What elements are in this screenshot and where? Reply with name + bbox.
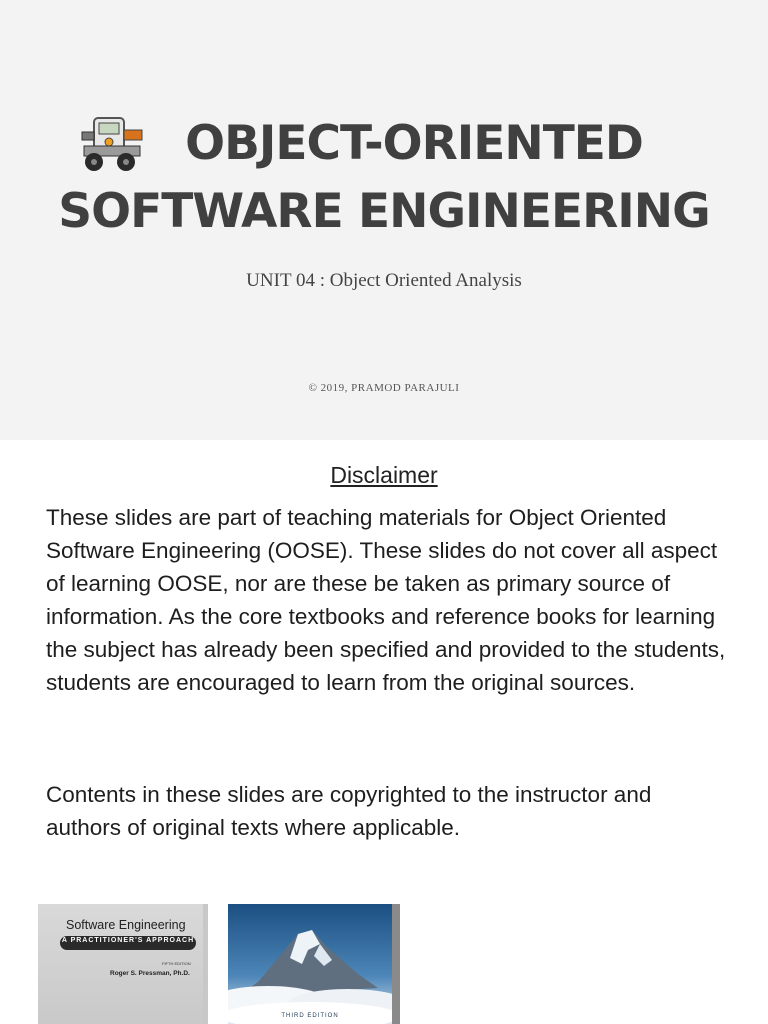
book-edition: FIFTH EDITION	[162, 961, 191, 966]
book-title: Software Engineering	[66, 918, 186, 932]
book-cover-pressman	[38, 904, 208, 1024]
book-subtitle: A PRACTITIONER'S APPROACH	[61, 937, 195, 944]
disclaimer-heading: Disclaimer	[330, 462, 438, 488]
book-cover-mountain	[228, 904, 400, 1024]
copyright-notice: © 2019, PRAMOD PARAJULI	[308, 382, 460, 394]
slide-title	[0, 110, 768, 246]
title-line-1: OBJECT-ORIENTED	[185, 116, 643, 171]
book-edition: THIRD EDITION	[281, 1013, 339, 1019]
disclaimer-paragraph-1: These slides are part of teaching materials for Object Oriented Software Engineering (OOSE). These slides do not cover all aspect of learning OOSE, nor are these be taken as primary source of information. As the core textbooks and reference books for learning the subject has already been specified and provided to the students, students are encouraged to learn from the original sources.	[46, 505, 726, 695]
mountain-image	[228, 904, 392, 1024]
disclaimer-slide	[0, 440, 768, 1024]
disclaimer-paragraph-2: Contents in these slides are copyrighted to the instructor and authors of original texts where applicable.	[46, 782, 652, 840]
book-author: Roger S. Pressman, Ph.D.	[110, 970, 190, 977]
title-slide	[0, 0, 768, 432]
slide-subtitle: UNIT 04 : Object Oriented Analysis	[246, 270, 522, 291]
title-line-2: SOFTWARE ENGINEERING	[58, 184, 710, 239]
